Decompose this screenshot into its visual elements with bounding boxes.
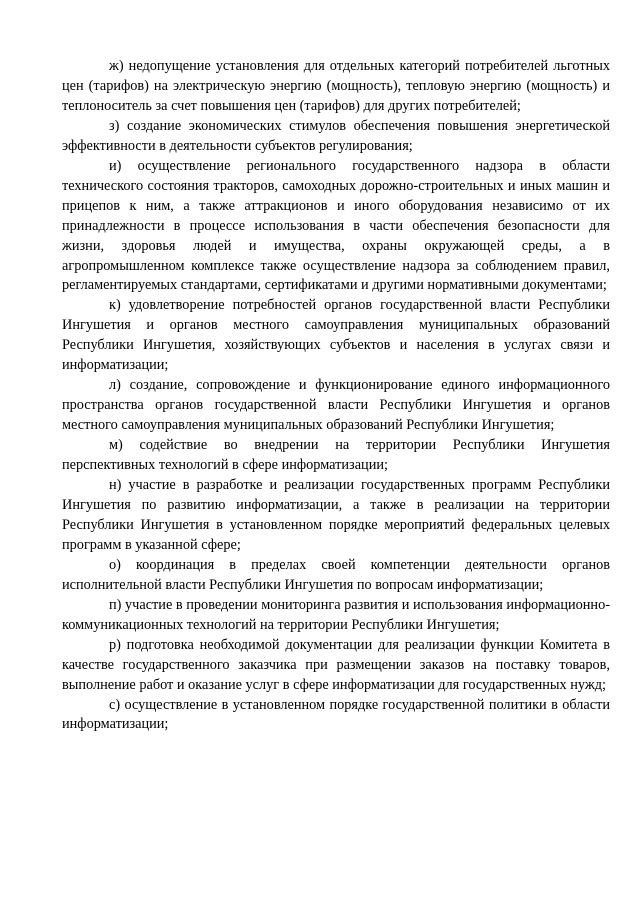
paragraph-zh: ж) недопущение установления для отдельных категорий потребителей льготных цен (тарифов) на электрическую энергию (мощность), тепловую энергию (мощность) и теплоноситель за счет повышения цен (тарифов) для других потребителей;: [62, 58, 610, 114]
paragraph-k: к) удовлетворение потребностей органов государственной власти Республики Ингушетия и органов местного самоуправления муниципальных образований Республики Ингушетия, хозяйствующих субъектов и населения в услугах связи и информатизации;: [62, 297, 610, 374]
document-page: [62, 57, 610, 735]
paragraph-n: н) участие в разработке и реализации государственных программ Республики Ингушетия по развитию информатизации, а также в реализации на территории Республики Ингушетия в установленном порядке мероприятий федеральных целевых программ в указанной сфере;: [62, 477, 610, 553]
paragraph-l: л) создание, сопровождение и функционирование единого информационного пространства органов государственной власти Республики Ингушетия и органов местного самоуправления муниципальных образований Республики Ингушетия;: [62, 377, 610, 434]
paragraph-i: и) осуществление регионального государственного надзора в области технического состояния тракторов, самоходных дорожно-строительных и иных машин и прицепов к ним, а также аттракционов и иного оборудования независимо от их принадлежности в процессе использования в части обеспечения безопасности для жизни, здоровья людей и имущества, охраны окружающей среды, а в агропромышленном комплексе также осуществление надзора за соблюдением правил, регламентируемых стандартами, сертификатами и другими нормативными документами;: [62, 157, 610, 294]
paragraph-m: м) содействие во внедрении на территории Республики Ингушетия перспективных технологий в сфере информатизации;: [62, 437, 610, 474]
paragraph-s: с) осуществление в установленном порядке государственной политики в области информатизации;: [62, 696, 610, 733]
paragraph-p: п) участие в проведении мониторинга развития и использования информационно-коммуникационных технологий на территории Республики Ингушетия;: [62, 596, 610, 633]
paragraph-o: о) координация в пределах своей компетенции деятельности органов исполнительной власти Республики Ингушетия по вопросам информатизации;: [62, 556, 610, 593]
paragraph-r: р) подготовка необходимой документации для реализации функции Комитета в качестве государственного заказчика при размещении заказов на поставку товаров, выполнение работ и оказание услуг в сфере информатизации для государственных нужд;: [62, 636, 610, 693]
paragraph-z: з) создание экономических стимулов обеспечения повышения энергетической эффективности в деятельности субъектов регулирования;: [62, 117, 610, 154]
